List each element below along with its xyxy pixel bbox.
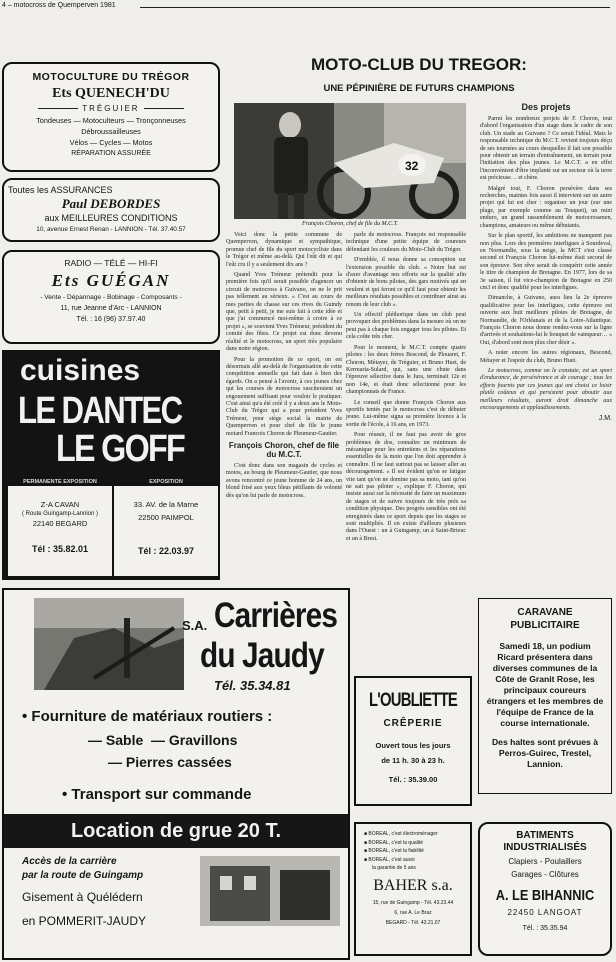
ad-carrieres-access2: par la route de Guingamp bbox=[22, 870, 144, 881]
ad-assurances-line1: Toutes les ASSURANCES bbox=[8, 185, 113, 195]
list-item: ■ BOREAL, c'est électroménager bbox=[364, 831, 438, 837]
ad-carrieres bbox=[2, 588, 350, 960]
article-paragraph: Pour la promotion de ce sport, on est désormais allé au-delà de l'organisation de cette compétition annuelle qui fait date à bien des égards. On a pensé à l'avenir, à ces jeunes chez qui les courses de motocross susciteraient un engouement suffisant pour vouloir le pratiquer. C'est ainsi qu'a été créé il y a deux ans le Moto-Club du Trégor qui a pour président Yves Trémeur, pour siège social la mairie de Quemperven et pour chef de file le jeune motard Francois Choron de Pleumeur-Gautier. bbox=[226, 356, 342, 437]
article-paragraph: Le motocross, comme on le constate, est un sport d'endurance, de persévérance et de courage ; tous les efforts fournis par ces jeunes qui ont choisi ce loisir plutôt coûteux et qui persistent pour aboutir aux meilleurs résultats, auront droit dimanche aux encouragements et applaudissements. bbox=[480, 368, 612, 412]
list-item: ■ BOREAL, c'est aussi bbox=[364, 856, 415, 863]
ad-motoculture-subtitle: TRÉGUIER bbox=[4, 104, 218, 113]
ad-batiments-line2: Garages - Clôtures bbox=[511, 870, 579, 879]
ad-cuisines-left-city: 22140 BEGARD bbox=[32, 519, 88, 528]
ad-motoculture-company: Ets QUENECH'DU bbox=[52, 86, 170, 101]
ad-assurances bbox=[2, 178, 220, 242]
photo-caption: François Choron, chef de file du M.C.T. bbox=[302, 221, 398, 227]
ad-batiments-title1: BATIMENTS bbox=[516, 830, 574, 841]
ad-carrieres-access1: Accès de la carrière bbox=[22, 856, 117, 867]
svg-text:32: 32 bbox=[405, 159, 419, 173]
page-header bbox=[0, 0, 616, 12]
ad-cuisines-left-place: Z-A CAVAN bbox=[40, 500, 80, 509]
ad-oubliette-hours1: Ouvert tous les jours bbox=[375, 741, 451, 750]
ad-motoculture-line1: Tondeuses — Motoculteurs — Tronçonneuses bbox=[36, 116, 186, 125]
article-col2 bbox=[346, 232, 466, 546]
article-paragraph: Pour le moment, le M.C.T. compte quatre pilotes : les deux frères Bescond, de Plouaret, F. Choron, Métayer, de Tréguier, et Bruno Huet, de Kermaria-Sulard, qui, sans une chute dans l'épreuve sélective dans le Jura, terminait 12e et non 14e, et était donc sélectionné pour les championnats de France. bbox=[346, 344, 466, 396]
article-col3 bbox=[480, 102, 612, 423]
caravane-text: Samedi 18, un podium Ricard présentera dans diverses communes de la Côte de Granit Rose, les principaux coureurs étrangers et les membres de l'équipe de France de la course internationale. bbox=[486, 641, 604, 728]
ad-batiments-title2: INDUSTRIALISÉS bbox=[503, 842, 587, 853]
ad-oubliette-tel: Tél. : 35.39.00 bbox=[388, 775, 438, 784]
article-paragraph: Le conseil que donne François Choron aux sportifs tentés par le motocross c'est de débuter jeune. Lui-même signa sa première licence à la sortie de l'école, à 16 ans, en 1973. bbox=[346, 399, 466, 428]
article-paragraph: D'emblée, il nous donne sa conception sur l'extension possible du club. « Notre but est d'axer d'avantage nos efforts sur la qualité afin d'obtenir de bons pilotes, des gars motivés qui en veulent et qui feront ce qu'il faut pour obtenir les meilleurs résultats possibles et contribuer ainsi au renom de leur club ». bbox=[346, 257, 466, 308]
ad-carrieres-line4: • Transport sur commande bbox=[62, 786, 252, 803]
article-title: MOTO-CLUB DU TREGOR: bbox=[311, 55, 527, 74]
ad-carrieres-sa: S.A. bbox=[182, 618, 208, 633]
article-paragraph: Sur le plan sportif, les ambitions ne manquent pas non plus. Lors des premières interligues à Sourdeval, en Normandie, sous la neige, la MCT s'est classé second et François Choron lui-même était second de son épreuve. Son rêve serait de conquérir cette année le titre de champion de Bretagne. En 1977, lors de sa 3e saison, il fut vice-champion de Bretagne en 250 cm3 et donc qualifié pour les interligues. bbox=[480, 233, 612, 291]
ad-motoculture-line2: Débroussailleuses bbox=[81, 127, 141, 136]
ad-cuisines-right-panel bbox=[114, 478, 218, 576]
header-rule bbox=[140, 7, 610, 8]
ad-batiments-line1: Clapiers - Poulaillers bbox=[508, 857, 582, 866]
ad-cuisines bbox=[2, 350, 220, 580]
ad-assurances-line2: aux MEILLEURES CONDITIONS bbox=[44, 213, 178, 223]
ad-cuisines-word3: LE GOFF bbox=[56, 428, 185, 470]
ad-guegan-line1: RADIO — TÉLÉ — HI-FI bbox=[64, 258, 158, 268]
ad-assurances-address: 10, avenue Ernest Renan - LANNION - Tél. 37.40.57 bbox=[36, 226, 186, 233]
caravane-title1: CARAVANE bbox=[517, 607, 573, 618]
ad-oubliette bbox=[354, 676, 472, 806]
ad-carrieres-photo2 bbox=[200, 856, 340, 926]
ad-batiments-tel: Tél. : 35.35.94 bbox=[522, 925, 568, 932]
article-paragraph: Malgré tout, F. Choron persévère dans ses recherches, maintes fois aussi il intervient sur un autre projet qui lui est cher : organiser un jour (sur une plage, par exemple comme au Touquet), un mini enduro, un grand rassemblement de motocrossmen, champions, amateurs ou même débutants. bbox=[480, 185, 612, 229]
ad-guegan-line2: - Vente - Dépannage - Bobinage - Composants - bbox=[40, 294, 182, 301]
ad-motoculture-line3: Vélos — Cycles — Motos bbox=[69, 138, 153, 147]
ad-cuisines-left-panel bbox=[8, 478, 112, 576]
caravane-box bbox=[478, 598, 612, 794]
ad-carrieres-name2: du Jaudy bbox=[200, 636, 324, 675]
quarry-photo-icon bbox=[34, 598, 184, 690]
ad-batiments-city: 22450 LANGOAT bbox=[507, 908, 583, 917]
ad-cuisines-word2: LE DANTEC bbox=[18, 390, 182, 432]
article-paragraph: Un effectif pléthorique dans un club peut provoquer des problèmes dans la mesure où on ne peut pas à chaque fois engager tous les pilotes. Et cela coûte très cher. bbox=[346, 312, 466, 341]
ad-motoculture-line4: RÉPARATION ASSURÉE bbox=[71, 150, 151, 157]
ad-cuisines-word1: cuisines bbox=[20, 354, 141, 387]
ad-baher-addr2: 6, rue A. Le Braz bbox=[394, 909, 432, 916]
article-col3-subhead: Des projets bbox=[521, 102, 571, 112]
ad-carrieres-gisement1: Gisement à Quélédern bbox=[22, 890, 143, 904]
ad-carrieres-tel: Tél. 35.34.81 bbox=[214, 678, 291, 693]
motorcycle-photo-icon bbox=[234, 103, 466, 219]
ad-carrieres-gisement2: en POMMERIT-JAUDY bbox=[22, 914, 147, 928]
article-paragraph: Quand Yves Trémeur prétendit pour la première fois qu'il serait possible d'agencer un circuit de motocross à Guivano, on ne le prit pas tellement au sérieux. « C'est au cours de mes parties de chasse sur ces rives du Guindy que, petit à petit, je me suis fait à cette idée et que j'ai commencé moi-même à croire à ce projet », se souvient Yves Trémeur, président du comité des fêtes. Ce projet est donc devenu réalité et le motocross, un sport très populaire dans notre région. bbox=[226, 272, 342, 353]
list-item: ■ BOREAL, c'est la fiabilité bbox=[364, 848, 424, 854]
ad-baher-name: BAHER s.a. bbox=[373, 876, 453, 894]
ad-oubliette-name: L'OUBLIETTE bbox=[369, 690, 457, 711]
article-col1-subhead: François Choron, chef de file du M.C.T. bbox=[228, 440, 340, 460]
article-paragraph: Parmi les nombreux projets de F. Choron, tout d'abord l'organisation d'un stage dans le cadre de son club. Un stade au Guivano ? Ce serait l'idéal. Mais le responsable technique du M.C.T. revient toujours déçu de ses tournées au cours desquelles il fait son possible pour obtenir un terrain d'entraînement, un terrain pour l'initiation des plus jeunes. Le M.C.T. a en effet l'inconvénient d'être implanté sur un secteur où la terre est précieuse… et chère. bbox=[480, 116, 612, 182]
ad-carrieres-photo bbox=[34, 598, 184, 690]
article-photo bbox=[234, 103, 466, 219]
ad-carrieres-line3: — Pierres cassées bbox=[108, 754, 232, 770]
ad-cuisines-label-left: PERMANENTE EXPOSITION bbox=[8, 478, 112, 486]
ad-carrieres-name1: Carrières bbox=[214, 596, 338, 635]
ad-baher-addr1: 15, rue de Guingamp - Tél. 43.23.44 bbox=[372, 899, 454, 906]
ad-carrieres-line2: — Sable — Gravillons bbox=[88, 732, 238, 748]
ad-guegan-company: Ets GUÉGAN bbox=[51, 271, 171, 290]
ad-baher bbox=[354, 822, 472, 956]
ad-baher-list bbox=[364, 830, 470, 873]
ad-assurances-name: Paul DEBORDES bbox=[61, 196, 161, 211]
ad-oubliette-hours2: de 11 h. 30 à 23 h. bbox=[381, 756, 445, 765]
ad-motoculture bbox=[2, 62, 220, 172]
article-paragraph: Dimanche, à Guivano, aura lieu la 2e épreuve qualificative pour les interligues, cette épreuve est ouverte aux huit meilleurs pilotes de Bretagne, de Normandie, de l'Orléanais et de la Loire-Atlantique. François Choron nous donne rendez-vous sur la ligne d'arrivée et souhaitons-lui le bouquet de vainqueur… « Oui, d'abord sont mon plus cher désir ». bbox=[480, 295, 612, 346]
ad-cuisines-right-tel: Tél : 22.03.97 bbox=[137, 546, 195, 556]
caravane-title2: PUBLICITAIRE bbox=[510, 620, 580, 631]
ad-guegan-phone: Tél. : 16 (96) 37.97.40 bbox=[76, 316, 146, 323]
article-subtitle: UNE PÉPINIÈRE DE FUTURS CHAMPIONS bbox=[323, 83, 515, 94]
ad-cuisines-label-right: EXPOSITION bbox=[114, 478, 218, 486]
article-paragraph: parle de motocross. François est responsable technique d'une petite équipe de coureurs défendant les couleurs du Moto-Club du Trégor. bbox=[346, 232, 466, 253]
article-paragraph: C'est donc dans son magasin de cycles et motos, au bourg de Pleumeur-Gautier, que nous avons rencontré ce jeune homme de 24 ans, un blond frisé aux yeux bleus pétillants de volonté dès qu'on lui parle de motocross. bbox=[226, 462, 342, 499]
building-photo-icon bbox=[200, 856, 340, 926]
ad-cuisines-left-route: ( Route Guingamp-Lannion ) bbox=[21, 511, 99, 517]
ad-cuisines-right-address: 33. AV. de la Marne bbox=[133, 500, 199, 509]
ad-guegan-address: 11, rue Jeanne d'Arc - LANNION bbox=[60, 305, 162, 312]
ad-cuisines-right-city: 22500 PAIMPOL bbox=[138, 513, 194, 522]
ad-cuisines-left-tel: Tél : 35.82.01 bbox=[31, 544, 89, 554]
ad-batiments bbox=[478, 822, 612, 956]
ad-baher-addr3: BEGARD - Tél. 43.21.07 bbox=[385, 919, 441, 926]
caravane-text2: Des haltes sont prévues à Perros-Guirec, Trestel, Lannion. bbox=[491, 737, 599, 769]
ad-batiments-name: A. LE BIHANNIC bbox=[495, 887, 595, 904]
ad-oubliette-type: CRÊPERIE bbox=[383, 718, 443, 729]
ad-carrieres-line1: • Fourniture de matériaux routiers : bbox=[22, 708, 273, 725]
ad-motoculture-title: MOTOCULTURE DU TRÉGOR bbox=[32, 71, 190, 83]
list-item: la garantie de 5 ans bbox=[372, 865, 416, 871]
ad-carrieres-banner: Location de grue 20 T. bbox=[4, 814, 348, 848]
article-col1 bbox=[226, 232, 342, 503]
article-signature: J.M. bbox=[598, 415, 612, 423]
page-header-text: 4 – motocross de Quemperven 1981 bbox=[2, 2, 116, 9]
article-paragraph: Pour réussir, il ne faut pas avoir de gros problèmes de dos, connaître un minimum de mécanique pour les entretiens et les réparations essentielles de la moto que l'on doit apprendre à connaître. Il ne faut surtout pas se laisser aller au découragement. « Il est évident qu'on se fatigue vite tant qu'on ne domine pas sa moto, tant qu'on ne sait pas piloter », explique F. Choron, qui insiste aussi sur la nécessité de faire un maximum de stages et de suivre toujours de très près sa condition physique. Des progrès sensibles ont été enregistrés dans ce sport depuis que les stages se sont multipliés. Il en existe d'ailleurs plusieurs dans l'Ouest : un à Guingamp, un à Saint-Brieuc et un à Brest. bbox=[346, 432, 466, 542]
ad-guegan bbox=[2, 250, 220, 344]
article-paragraph: Voici donc la petite commune de Quemperven, dynamique et sympathique, promue chef de file du sport motocycliste dans le Trégor et même au-delà. Qui l'eût dit et qui l'eût cru il y a seulement dix ans ? bbox=[226, 232, 342, 268]
article-paragraph: A noter encore les autres régionaux, Bescond, Métayer et l'espoir du club, Bruno Huet. bbox=[480, 350, 612, 364]
list-item: ■ BOREAL, c'est la qualité bbox=[364, 839, 424, 846]
